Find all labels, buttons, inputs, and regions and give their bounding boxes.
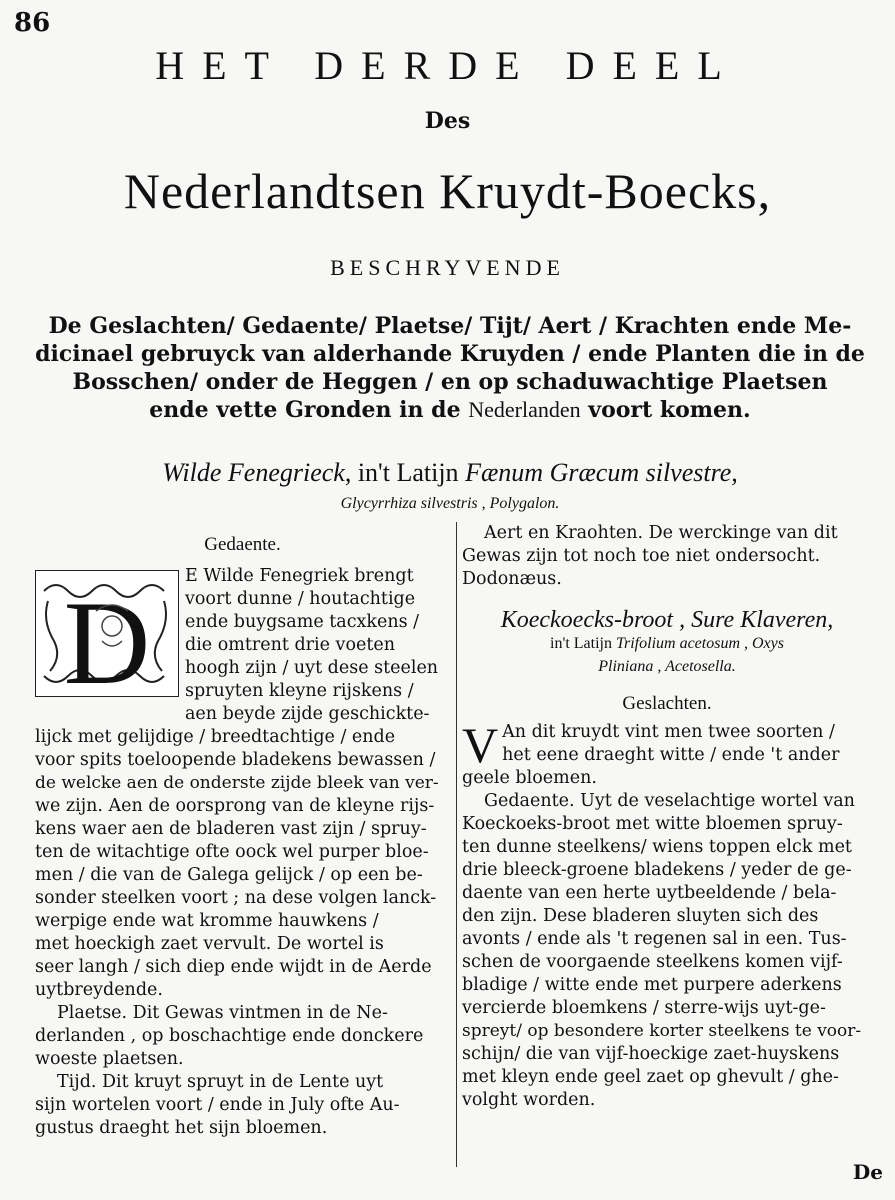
initial-v: V: [462, 717, 499, 773]
text-line: werpige ende wat kromme hauwkens /: [35, 911, 379, 931]
text-line: Gedaente. Uyt de veselachtige wortel van: [484, 791, 855, 811]
text-line: met kleyn ende geel zaet op ghevult / ghe-: [462, 1067, 839, 1087]
text-line: men / die van de Galega gelijck / op een be-: [35, 865, 423, 885]
text-line: voor spits toeloopende bladekens bewassen /: [35, 750, 436, 770]
text-line: we zijn. Aen de oorsprong van de kleyne rijs-: [35, 796, 435, 816]
paragraph-with-initial: [462, 717, 872, 773]
text-line: Koeckoeks-broot met witte bloemen spruy-: [462, 814, 843, 834]
subtitle-fragment: voort komen.: [580, 397, 751, 423]
text-line: de welcke aen de onderste zijde bleek van ver-: [35, 773, 439, 793]
section-heading-wilde-fenegrieck: [60, 458, 840, 488]
title-line-1: HET DERDE DEEL: [155, 43, 740, 88]
text-line: bladige / witte ende met purpere aderkens: [462, 975, 842, 995]
title-line-2: Des: [424, 108, 471, 134]
text-line: sonder steelken voort ; na dese volgen lanck-: [35, 888, 437, 908]
text-line: drie bleeck-groene bladekens / yeder de ge-: [462, 860, 852, 880]
latin-name: Fænum Græcum silvestre,: [465, 458, 738, 487]
latin-separator: , in't Latijn: [344, 458, 466, 487]
latin-name: Trifolium acetosum , Oxys: [615, 635, 784, 652]
text-line: An dit kruydt vint men twee soorten /: [502, 722, 835, 742]
latin-name: Pliniana , Acetosella.: [598, 658, 736, 675]
text-line: Tijd. Dit kruyt spruyt in de Lente uyt: [57, 1072, 384, 1092]
text-line: uytbreydende.: [35, 980, 163, 1000]
latin-prefix: in't Latijn: [550, 635, 616, 652]
text-line: Aert en Kraohten. De werckinge van dit: [484, 523, 838, 543]
text-line: seer langh / sich diep ende wijdt in de Aerde: [35, 957, 432, 977]
right-column-heading: Geslachten.: [622, 693, 712, 714]
title-line-3: Nederlandtsen Kruydt-Boecks,: [123, 163, 772, 219]
text-line: voort dunne / houtachtige: [185, 589, 416, 609]
text-line: aen beyde zijde geschickte-: [185, 704, 430, 724]
text-line: ende buygsame tacxkens /: [185, 612, 420, 632]
text-line: E Wilde Fenegriek brengt: [185, 566, 414, 586]
subtitle-block: [30, 312, 870, 424]
subtitle-fragment: Nederlanden: [468, 397, 581, 422]
text-line: met hoeckigh zaet vervult. De wortel is: [35, 934, 384, 954]
title-line-4: BESCHRYVENDE: [330, 255, 565, 280]
subtitle-fragment: ende vette Gronden in de: [149, 397, 469, 423]
text-line: sijn wortelen voort / ende in July ofte Au-: [35, 1095, 400, 1115]
text-line: hoogh zijn / uyt dese steelen: [185, 658, 439, 678]
text-line: schijn/ die van vijf-hoeckige zaet-huyskens: [462, 1044, 840, 1064]
right-column: [462, 522, 872, 1112]
text-line: Gewas zijn tot noch toe niet ondersocht.: [462, 546, 821, 566]
plant-name: Wilde Fenegrieck: [162, 458, 345, 487]
section-synonyms: Glycyrrhiza silvestris , Polygalon.: [340, 495, 560, 512]
text-line: avonts / ende als 't regenen sal in een. Tus-: [462, 929, 847, 949]
text-line: gustus draeght het sijn bloemen.: [35, 1118, 328, 1138]
text-line: derlanden , op boschachtige ende donckere: [35, 1026, 424, 1046]
text-line: volght worden.: [462, 1090, 596, 1110]
text-line: Plaetse. Dit Gewas vintmen in de Ne-: [57, 1003, 388, 1023]
text-line: spruyten kleyne rijskens /: [185, 681, 414, 701]
text-line: kens waer aen de bladeren vast zijn / spruy-: [35, 819, 427, 839]
svg-text:D: D: [63, 576, 151, 696]
text-line: ten dunne steelkens/ wiens toppen elck met: [462, 837, 852, 857]
text-line: schen de voorgaende steelkens komen vijf-: [462, 952, 843, 972]
catchword: De: [852, 1160, 883, 1184]
subtitle-line: dicinael gebruyck van alderhande Kruyden / ende Planten die in de: [35, 341, 865, 367]
text-line: die omtrent drie voeten: [185, 635, 395, 655]
text-line: ten de witachtige ofte oock wel purper bloe-: [35, 842, 429, 862]
column-divider: [456, 522, 457, 1167]
section-heading-koeckoecks-broot: Koeckoecks-broot , Sure Klaveren,: [500, 607, 834, 633]
page-number: 86: [14, 8, 51, 38]
text-line: vercierde bloemkens / sterre-wijs uyt-ge-: [462, 998, 826, 1018]
text-line: Dodonæus.: [462, 569, 562, 589]
text-line: het eene draeght witte / ende 't ander: [502, 745, 840, 765]
left-column-heading: Gedaente.: [204, 534, 281, 555]
subtitle-line: De Geslachten/ Gedaente/ Plaetse/ Tijt/ Aert / Krachten ende Me-: [48, 313, 852, 339]
text-line: den zijn. Dese bladeren sluyten sich des: [462, 906, 819, 926]
text-line: woeste plaetsen.: [35, 1049, 184, 1069]
text-line: geele bloemen.: [462, 768, 597, 788]
section-latin-line: [462, 632, 872, 655]
text-line: spreyt/ op besondere korter steelkens te voor-: [462, 1021, 862, 1041]
left-column-body: [35, 565, 450, 1140]
text-line: lijck met gelijdige / breedtachtige / ende: [35, 727, 396, 747]
text-line: daente van een herte uytbeeldende / bela-: [462, 883, 837, 903]
subtitle-line: Bosschen/ onder de Heggen / en op schaduwachtige Plaetsen: [72, 369, 828, 395]
left-column: [35, 533, 450, 560]
subtitle-line: [30, 396, 870, 424]
section-latin-line: [462, 655, 872, 678]
